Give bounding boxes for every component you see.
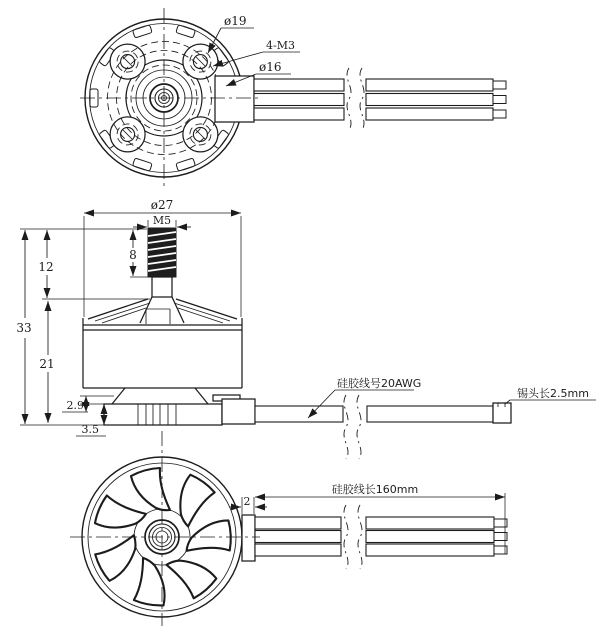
wire — [255, 544, 341, 556]
tin-tip — [493, 110, 506, 118]
magnet-notch — [176, 158, 196, 171]
tin-tip — [493, 81, 506, 89]
top-view-labels — [208, 14, 300, 86]
rotor-slot — [166, 548, 219, 603]
motor-base — [104, 388, 255, 425]
side-view — [16, 198, 596, 459]
top-view — [80, 8, 506, 190]
thread-length-label: 8 — [129, 248, 137, 262]
thread-label: M5 — [152, 214, 172, 227]
rotor-slot — [93, 535, 143, 582]
shaft-plain — [152, 277, 172, 297]
wire — [366, 544, 494, 556]
mount-holes-label: 4-M3 — [266, 39, 295, 52]
break-symbol — [347, 68, 351, 130]
rotor-slot — [89, 488, 146, 545]
wire — [366, 531, 494, 543]
dia19-label: ø19 — [224, 14, 247, 28]
total-height-label: 33 — [16, 321, 32, 335]
shaft-length-label: 12 — [38, 260, 54, 274]
break-symbol — [360, 68, 364, 130]
wire-exit-width-label: 2 — [243, 495, 251, 508]
base-step-label: 2.9 — [66, 399, 84, 412]
wire — [255, 517, 341, 529]
body-height-label: 21 — [39, 357, 55, 371]
side-view-dimensions — [16, 198, 596, 436]
wire-connector-block — [222, 399, 255, 424]
dia27-label: ø27 — [150, 198, 174, 212]
wire — [255, 531, 341, 543]
wire — [254, 94, 344, 106]
magnet-notch — [133, 158, 153, 171]
break-symbol — [358, 505, 362, 569]
wire-exit-boss — [242, 515, 255, 561]
dia16-label: ø16 — [259, 60, 282, 74]
wire — [254, 108, 344, 120]
wires-top — [254, 68, 506, 130]
rotor-slot — [186, 513, 236, 560]
break-symbol — [344, 395, 348, 459]
wire — [255, 406, 343, 422]
tin-tip — [493, 96, 506, 104]
motor-body — [83, 330, 242, 388]
wires-bottom — [255, 505, 507, 569]
magnet-notch — [176, 25, 196, 38]
wire — [366, 94, 493, 106]
tin-head-label: 锡头长2.5mm — [517, 387, 589, 400]
break-symbol — [357, 395, 361, 459]
base-plate — [104, 404, 222, 425]
tin-head — [493, 403, 511, 423]
motor-shaft — [148, 228, 176, 297]
break-symbol — [344, 505, 348, 569]
rotor-slot — [131, 468, 170, 510]
wire-side — [255, 395, 511, 459]
wire — [366, 517, 494, 529]
bell-top — [83, 297, 242, 330]
wire — [366, 79, 493, 91]
bottom-view — [70, 431, 507, 626]
wire-length-label: 硅胶线长160mm — [331, 483, 419, 496]
wire — [366, 108, 493, 120]
wire — [254, 79, 344, 91]
base-thickness-label: 3.5 — [81, 423, 99, 436]
magnet-notch — [133, 25, 153, 38]
wire-gauge-label: 硅胶线号20AWG — [337, 377, 422, 390]
rotor-slot — [164, 470, 221, 527]
wire — [367, 406, 493, 422]
